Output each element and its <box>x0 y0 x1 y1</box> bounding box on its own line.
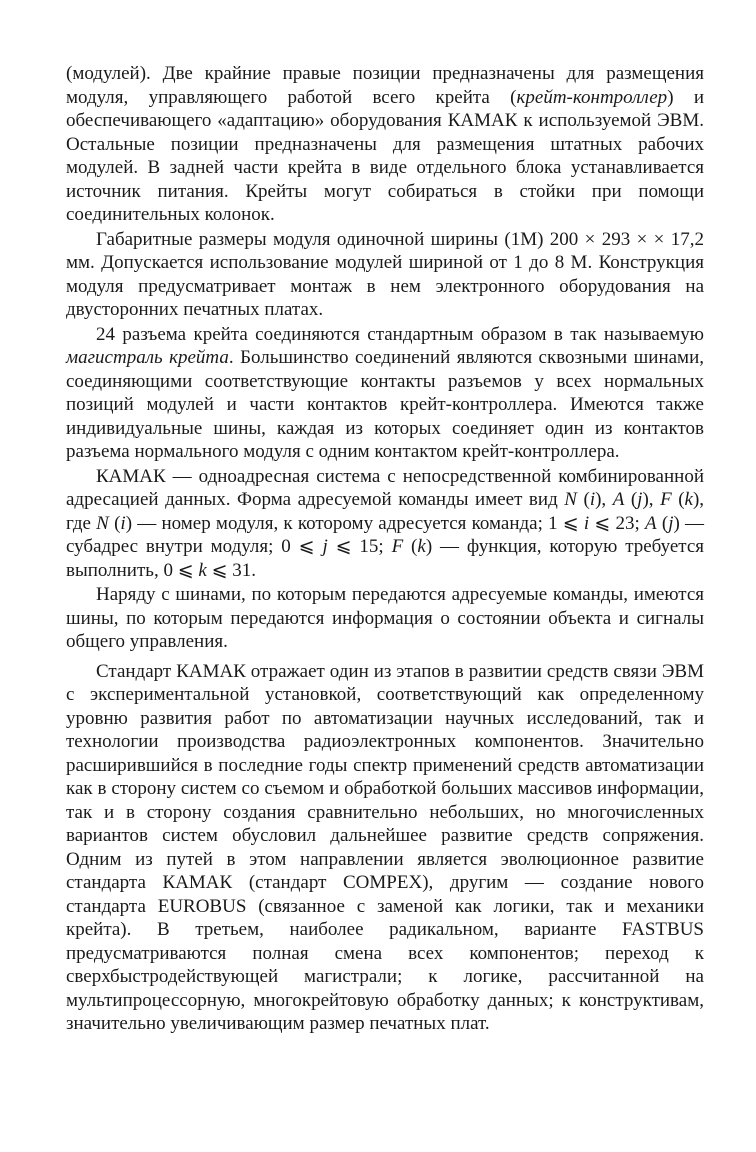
italic-text: N <box>564 489 577 510</box>
italic-text: A <box>645 512 657 534</box>
text-run: . Большинство соединений являются сквозными шинами, соединяющими соответствующие контакты разъемов у всех нормальных позиций модулей и части контактов крейт-контроллера. Имеются также индивидуальные шины, каждая из которых соединяет один из контактов разъема нормального модуля с одним контактом крейт-контроллера. <box>66 347 704 462</box>
italic-text: магистраль крейта <box>66 347 229 368</box>
italic-text: j <box>637 489 643 510</box>
italic-text: i <box>583 512 590 534</box>
text-run: ⩽ 31. <box>206 559 256 581</box>
text-run: ( <box>656 512 669 534</box>
italic-text: k <box>684 489 693 510</box>
text-run: ) — номер модуля, к которому адресуется команда; 1 ⩽ <box>125 512 584 534</box>
text-run: 24 разъема крейта соединяются стандартным образом в так называемую <box>96 323 704 345</box>
text-run: ( <box>108 512 121 534</box>
text-run: ( <box>671 489 685 510</box>
text-run: Стандарт КАМАК отражает один из этапов в развитии средств связи ЭВМ с экспериментальной установкой, соответствующий как определенному уровню развития работ по автоматизации научных исследований, так и технологии производства радиоэлектронных компонентов. Значительно расширившийся в последние годы спектр применений средств автоматизации как в сторону систем со съемом и обработкой больших массивов информации, так и в сторону создания сравнительно небольших, но многочисленных вариантов систем обусловил дальнейшее развитие средств сопряжения. Одним из путей в этом направлении является эволюционное развитие стандарта КАМАК (стандарт COMPEX), другим — создание нового стандарта EUROBUS (связанное с заменой как логики, так и механики крейта). В третьем, наиболее радикальном, варианте FASTBUS предусматриваются полная смена всех компонентов; переход к сверхбыстродействующей магистрали; к логике, рассчитанной на мультипроцессорную, многокрейтовую обработку данных; к конструктивам, значительно увеличивающим размер печатных плат. <box>66 660 704 1034</box>
text-run: ), где <box>66 489 705 534</box>
text-run: ), <box>595 489 613 510</box>
paragraph-standard-evolution <box>66 660 704 1036</box>
text-run: Габаритные размеры модуля одиночной ширины (1М) 200 × 293 × × 17,2 мм. Допускается использование модулей шириной от 1 до 8 М. Конструкция модуля предусматривает монтаж в нем электронного оборудования на двусторонних печатных платах. <box>66 228 704 320</box>
text-run: ⩽ 23; <box>589 512 646 534</box>
paragraph-modules-positions <box>66 62 704 227</box>
italic-text: i <box>120 512 126 534</box>
text-run: ) — субадрес внутри модуля; 0 ⩽ <box>66 512 705 557</box>
italic-text: k <box>417 536 426 557</box>
text-run: КАМАК — одноадресная система с непосредственной комбинированной адресацией данных. Форма адресуемой команды имеет вид <box>66 465 704 510</box>
text-run: ( <box>624 489 638 510</box>
text-run: ( <box>403 536 418 557</box>
italic-text: j <box>322 536 328 557</box>
italic-text: N <box>96 512 109 534</box>
paragraph-module-dimensions <box>66 228 704 322</box>
text-run: Наряду с шинами, по которым передаются адресуемые команды, имеются шины, по которым передаются информация о состоянии объекта и сигналы общего управления. <box>66 584 704 652</box>
text-run: ), <box>642 489 661 510</box>
paragraph-status-lines <box>66 583 704 654</box>
italic-text: F <box>391 536 404 557</box>
text-run: ⩽ 15; <box>327 536 392 557</box>
text-run: ) — функция, которую требуется выполнить, 0 ⩽ <box>66 536 705 581</box>
paragraph-addressing <box>66 465 704 583</box>
italic-text: F <box>660 489 672 510</box>
italic-text: A <box>612 489 625 510</box>
paragraph-crate-bus <box>66 323 704 464</box>
text-run: ( <box>576 489 590 510</box>
italic-text: i <box>589 489 596 510</box>
italic-text: j <box>668 512 674 534</box>
text-run: ) и обеспечивающего «адаптацию» оборудования КАМАК к используемой ЭВМ. Остальные позиции предназначены для размещения штатных рабочих модулей. В задней части крейта в виде отдельного блока устанавливается источник питания. Крейты могут собираться в стойки при помощи соединительных колонок. <box>66 86 705 225</box>
text-run: (модулей). Две крайние правые позиции предназначены для размещения модуля, управляющего работой всего крейта ( <box>66 63 704 108</box>
italic-text: крейт-контроллер <box>516 86 668 108</box>
italic-text: k <box>198 559 207 581</box>
